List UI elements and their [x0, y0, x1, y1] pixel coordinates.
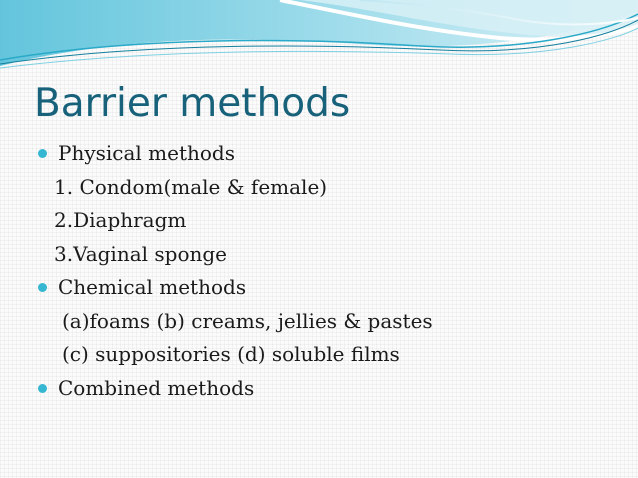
- list-item-text: Physical methods: [58, 141, 236, 165]
- list-item-text: 3.Vaginal sponge: [54, 241, 227, 266]
- list-item-physical-methods: [36, 137, 616, 171]
- list-item-chemical-methods: [36, 271, 616, 305]
- bullet-icon: [38, 384, 47, 393]
- list-item-diaphragm: [36, 204, 616, 238]
- list-item-text: 2.Diaphragm: [54, 208, 187, 232]
- list-item-combined-methods: [36, 372, 616, 406]
- list-item-vaginal-sponge: [36, 238, 616, 272]
- slide-title: Barrier methods: [34, 81, 351, 126]
- list-item-text: (a)foams (b) creams, jellies & pastes: [62, 308, 433, 333]
- header-wave-decoration: [0, 0, 638, 78]
- list-item-foams-creams: [36, 305, 616, 339]
- bullet-icon: [38, 283, 47, 292]
- list-item-condom: [36, 171, 616, 205]
- bullet-icon: [38, 149, 47, 158]
- list-item-text: Combined methods: [58, 375, 255, 400]
- list-item-text: 1. Condom(male & female): [54, 174, 328, 199]
- list-item-text: Chemical methods: [58, 275, 247, 299]
- slide-content-list: [36, 137, 616, 405]
- list-item-text: (c) suppositories (d) soluble films: [62, 342, 400, 366]
- list-item-suppositories-films: [36, 338, 616, 372]
